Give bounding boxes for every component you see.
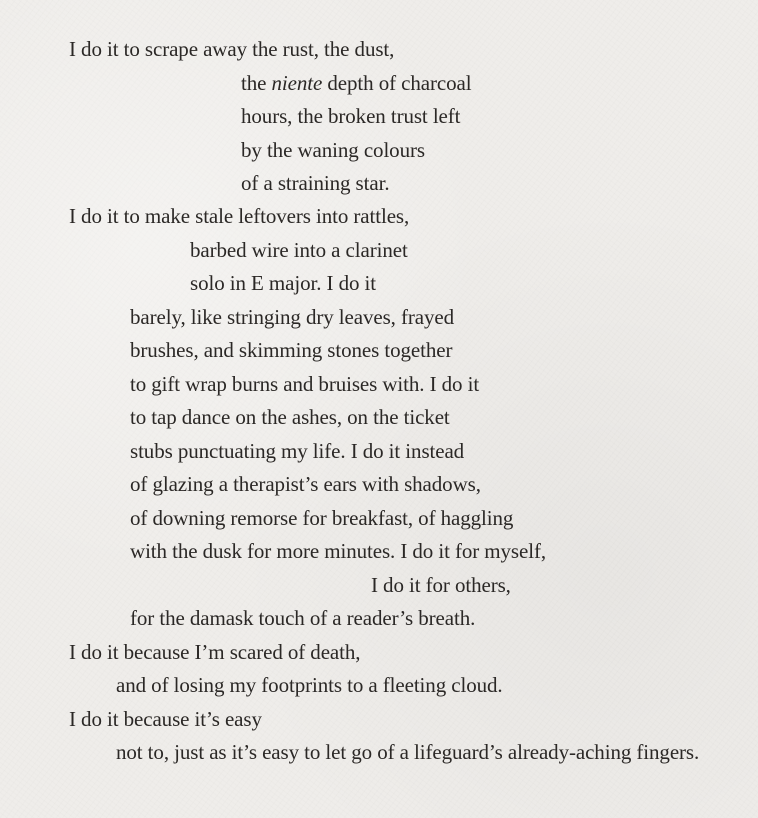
- poem-line-21: I do it because it’s easy: [69, 707, 262, 731]
- poem-line-4: by the waning colours: [241, 138, 425, 162]
- poem-line-15: of downing remorse for breakfast, of haggling: [130, 506, 514, 530]
- poem-line-3: hours, the broken trust left: [241, 104, 461, 128]
- poem-line-19: I do it because I’m scared of death,: [69, 640, 361, 664]
- poem-line-5: of a straining star.: [241, 171, 390, 195]
- poem-line-7: barbed wire into a clarinet: [190, 238, 408, 262]
- poem-line-12: to tap dance on the ashes, on the ticket: [130, 405, 450, 429]
- poem-line-10: brushes, and skimming stones together: [130, 338, 453, 362]
- poem-line-2: [241, 70, 471, 96]
- poem-line-11: to gift wrap burns and bruises with. I do it: [130, 372, 480, 396]
- poem-line-13: stubs punctuating my life. I do it instead: [130, 439, 465, 463]
- poem-line-14: of glazing a therapist’s ears with shadows,: [130, 472, 481, 496]
- poem-line-18: for the damask touch of a reader’s breath.: [130, 606, 476, 630]
- poem-line-22: not to, just as it’s easy to let go of a lifeguard’s already-aching fingers.: [116, 740, 700, 764]
- poem-line-1: I do it to scrape away the rust, the dust,: [69, 37, 395, 61]
- poem-line-20: and of losing my footprints to a fleeting cloud.: [116, 673, 503, 697]
- poem-line-9: barely, like stringing dry leaves, frayed: [130, 305, 455, 329]
- poem-line-8: solo in E major. I do it: [190, 271, 377, 295]
- poem-line-2-italic-word: niente: [271, 71, 323, 95]
- poem-line-2-pre: the: [241, 71, 272, 95]
- poem-line-2-post: depth of charcoal: [322, 71, 472, 95]
- poem-line-17: I do it for others,: [371, 573, 511, 597]
- poem-line-16: with the dusk for more minutes. I do it for myself,: [130, 539, 546, 563]
- poem-line-6: I do it to make stale leftovers into rattles,: [69, 204, 410, 228]
